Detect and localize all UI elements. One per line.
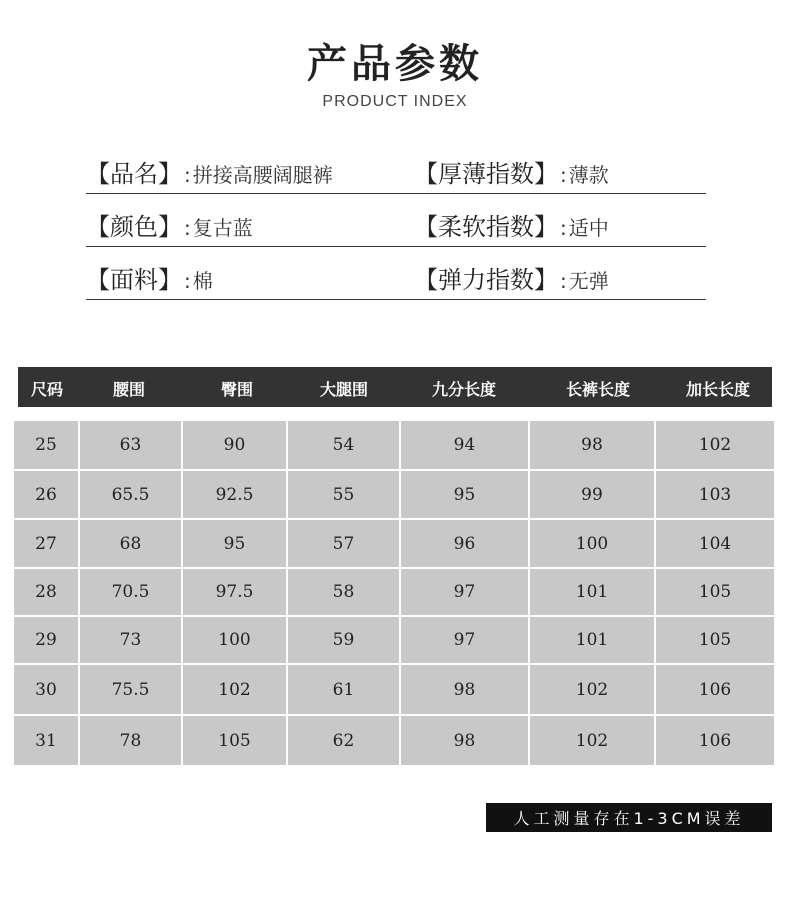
table-cell: 102 xyxy=(530,716,654,765)
table-row xyxy=(14,617,776,663)
table-cell: 57 xyxy=(288,520,399,567)
table-row xyxy=(14,520,776,567)
page-title: 产品参数 xyxy=(307,41,483,87)
table-cell: 61 xyxy=(288,665,399,714)
table-cell: 104 xyxy=(656,520,774,567)
column-header: 长裤长度 xyxy=(565,380,630,399)
param-item xyxy=(414,207,609,242)
table-row xyxy=(14,716,776,765)
param-colon: : xyxy=(560,269,567,293)
param-label: 【品名】 xyxy=(86,160,182,188)
table-cell: 58 xyxy=(288,569,399,615)
table-cell: 98 xyxy=(401,716,528,765)
param-label: 【柔软指数】 xyxy=(414,213,558,241)
table-cell: 95 xyxy=(401,471,528,518)
table-row xyxy=(14,665,776,714)
param-value: 拼接高腰阔腿裤 xyxy=(192,163,333,187)
table-cell: 28 xyxy=(14,569,78,615)
table-cell: 98 xyxy=(401,665,528,714)
table-cell: 97 xyxy=(401,569,528,615)
table-cell: 102 xyxy=(530,665,654,714)
param-label: 【厚薄指数】 xyxy=(414,160,558,188)
param-colon: : xyxy=(184,163,191,187)
table-cell: 100 xyxy=(530,520,654,567)
column-header: 腰围 xyxy=(112,380,145,399)
table-cell: 55 xyxy=(288,471,399,518)
table-cell: 106 xyxy=(656,716,774,765)
table-cell: 95 xyxy=(183,520,286,567)
table-cell: 73 xyxy=(80,617,181,663)
table-row xyxy=(14,421,776,469)
table-cell: 96 xyxy=(401,520,528,567)
param-colon: : xyxy=(184,269,191,293)
param-item xyxy=(414,260,609,295)
param-value: 棉 xyxy=(192,269,213,293)
table-cell: 105 xyxy=(656,617,774,663)
param-label: 【弹力指数】 xyxy=(414,266,558,294)
table-cell: 62 xyxy=(288,716,399,765)
param-colon: : xyxy=(560,216,567,240)
column-header: 尺码 xyxy=(30,380,63,399)
table-cell: 25 xyxy=(14,421,78,469)
measurement-note: 人工测量存在1-3CM误差 xyxy=(486,803,772,832)
table-cell: 30 xyxy=(14,665,78,714)
param-item xyxy=(86,260,213,295)
table-cell: 63 xyxy=(80,421,181,469)
column-header: 臀围 xyxy=(220,380,253,399)
table-cell: 102 xyxy=(656,421,774,469)
param-colon: : xyxy=(184,216,191,240)
table-cell: 29 xyxy=(14,617,78,663)
param-item xyxy=(414,154,609,189)
table-cell: 26 xyxy=(14,471,78,518)
param-item xyxy=(86,154,333,189)
param-label: 【颜色】 xyxy=(86,213,182,241)
param-value: 薄款 xyxy=(568,163,609,187)
table-row xyxy=(14,569,776,615)
table-cell: 99 xyxy=(530,471,654,518)
table-cell: 94 xyxy=(401,421,528,469)
page-subtitle: PRODUCT INDEX xyxy=(322,93,468,110)
table-cell: 65.5 xyxy=(80,471,181,518)
table-cell: 92.5 xyxy=(183,471,286,518)
table-cell: 97 xyxy=(401,617,528,663)
table-cell: 97.5 xyxy=(183,569,286,615)
table-cell: 101 xyxy=(530,569,654,615)
param-row xyxy=(86,150,706,194)
param-label: 【面料】 xyxy=(86,266,182,294)
param-value: 复古蓝 xyxy=(192,216,253,240)
param-row xyxy=(86,256,706,300)
table-cell: 102 xyxy=(183,665,286,714)
table-cell: 101 xyxy=(530,617,654,663)
column-header: 加长长度 xyxy=(685,380,750,399)
param-row xyxy=(86,203,706,247)
table-cell: 31 xyxy=(14,716,78,765)
table-cell: 68 xyxy=(80,520,181,567)
param-value: 无弹 xyxy=(568,269,609,293)
table-cell: 103 xyxy=(656,471,774,518)
table-cell: 75.5 xyxy=(80,665,181,714)
table-row xyxy=(14,471,776,518)
table-cell: 90 xyxy=(183,421,286,469)
table-cell: 105 xyxy=(656,569,774,615)
table-cell: 106 xyxy=(656,665,774,714)
table-cell: 78 xyxy=(80,716,181,765)
param-value: 适中 xyxy=(568,216,609,240)
table-cell: 70.5 xyxy=(80,569,181,615)
table-cell: 27 xyxy=(14,520,78,567)
size-table xyxy=(14,421,776,765)
table-cell: 59 xyxy=(288,617,399,663)
column-header: 大腿围 xyxy=(319,380,368,399)
param-item xyxy=(86,207,253,242)
table-cell: 105 xyxy=(183,716,286,765)
column-header: 九分长度 xyxy=(431,380,496,399)
product-params xyxy=(86,150,706,309)
table-cell: 54 xyxy=(288,421,399,469)
table-cell: 100 xyxy=(183,617,286,663)
size-table-header xyxy=(18,367,772,407)
param-colon: : xyxy=(560,163,567,187)
table-cell: 98 xyxy=(530,421,654,469)
